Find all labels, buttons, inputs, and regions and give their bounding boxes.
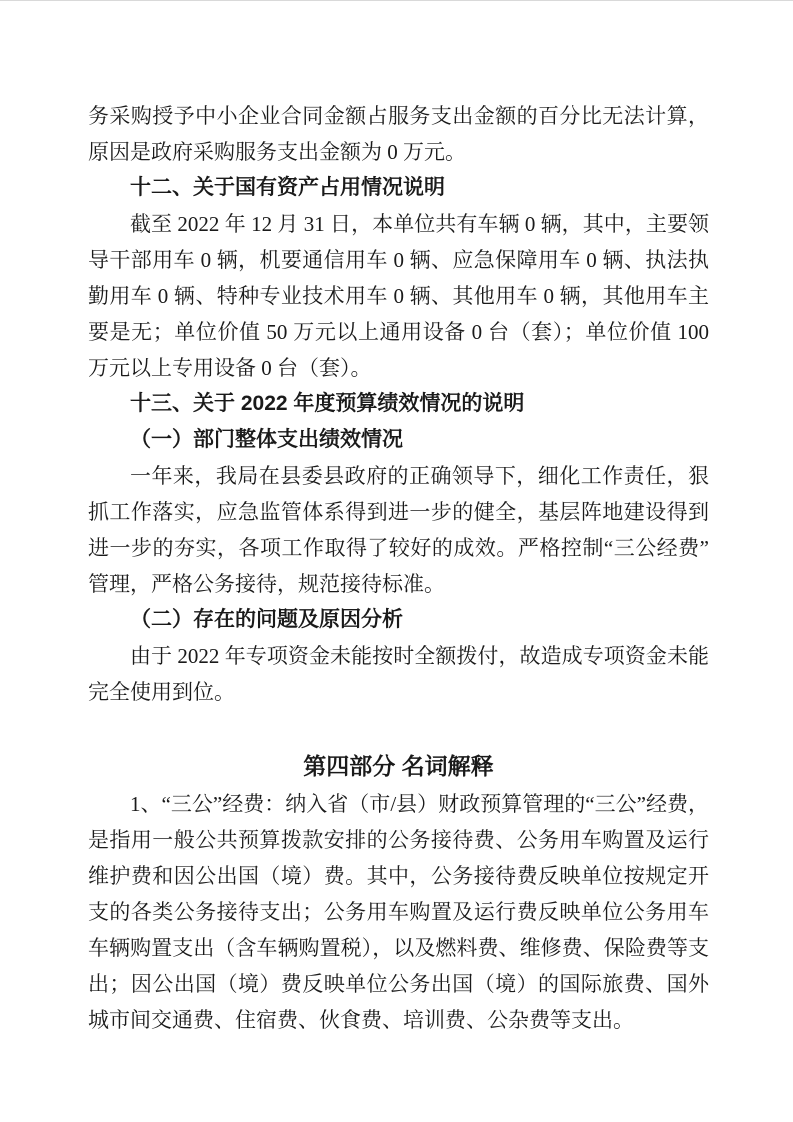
paragraph-service-procurement-continuation: 务采购授予中小企业合同金额占服务支出金额的百分比无法计算，原因是政府采购服务支出金额为 0 万元。 [88,104,709,164]
heading-section-12-state-assets: 十二、关于国有资产占用情况说明 [130,176,445,199]
paragraph-sangong-funds-definition: 1、“三公”经费：纳入省（市/县）财政预算管理的“三公”经费，是指用一般公共预算拨款安排的公务接待费、公务用车购置及运行维护费和因公出国（境）费。其中，公务接待费反映单位按规定开支的各类公务接待支出；公务用车购置及运行费反映单位公务用车车辆购置支出（含车辆购置税），以及燃料费、维修费、保险费等支出；因公出国（境）费反映单位公务出国（境）的国际旅费、国外城市间交通费、住宿费、伙食费、培训费、公杂费等支出。 [88,792,709,1032]
heading-section-13-budget-performance: 十三、关于 2022 年度预算绩效情况的说明 [130,392,525,415]
paragraph-vehicles-and-equipment: 截至 2022 年 12 月 31 日，本单位共有车辆 0 辆，其中，主要领导干部用车 0 辆，机要通信用车 0 辆、应急保障用车 0 辆、执法执勤用车 0 辆、特种专业技术用车 0 辆、其他用车 0 辆，其他用车主要是无；单位价值 50 万元以上通用设备 0 台（套）；单位价值 100 万元以上专用设备 0 台（套）。 [88,212,709,380]
paragraph-special-funds-issue: 由于 2022 年专项资金未能按时全额拨付，故造成专项资金未能完全使用到位。 [88,644,709,704]
part-title-part-4-glossary: 第四部分 名词解释 [303,753,494,779]
subheading-1-overall-expenditure-performance: （一）部门整体支出绩效情况 [130,428,403,451]
document-content [0,1,793,1038]
subheading-2-problems-and-cause-analysis: （二）存在的问题及原因分析 [130,608,403,631]
paragraph-performance-summary: 一年来，我局在县委县政府的正确领导下，细化工作责任，狠抓工作落实，应急监管体系得到进一步的健全，基层阵地建设得到进一步的夯实，各项工作取得了较好的成效。严格控制“三公经费”管理，严格公务接待，规范接待标准。 [88,464,709,596]
